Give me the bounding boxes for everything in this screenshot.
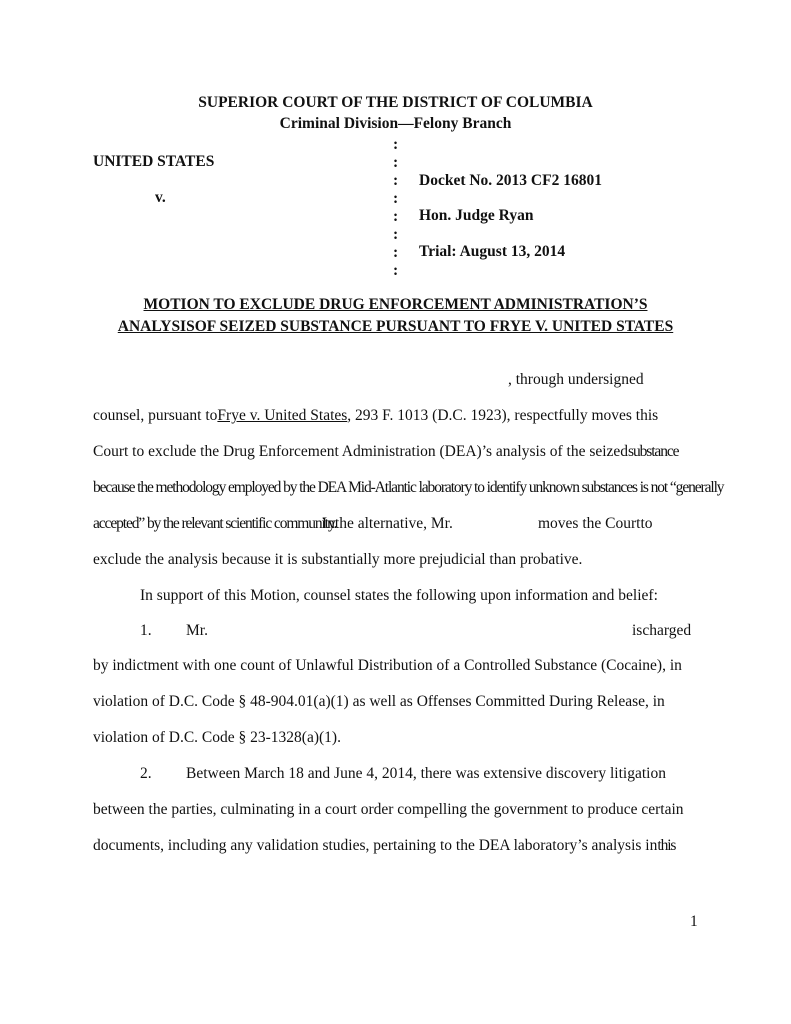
paragraph-1-line-2 (93, 407, 658, 425)
item-2-line-3 (93, 837, 675, 855)
motion-title-line-1: MOTION TO EXCLUDE DRUG ENFORCEMENT ADMINISTRATION’S (143, 296, 648, 313)
paragraph-1-line-4: because the methodology employed by the DEA Mid-Atlantic laboratory to identify unknown substances is not “generally (93, 479, 724, 496)
caption-colon: : (393, 244, 399, 261)
item-1-number: 1. (140, 622, 152, 639)
item-1-line-4: violation of D.C. Code § 23-1328(a)(1). (93, 729, 341, 746)
text-segment: substance (628, 443, 679, 460)
text-segment: Court to exclude the Drug Enforcement Administration (DEA)’s analysis of the seized (93, 443, 629, 460)
docket-number: Docket No. 2013 CF2 16801 (419, 172, 602, 189)
text-segment: this (657, 837, 676, 854)
case-citation: Frye v. United States (217, 407, 348, 424)
item-2-line-1: Between March 18 and June 4, 2014, there was extensive discovery litigation (186, 765, 666, 782)
motion-title-line-2: ANALYSISOF SEIZED SUBSTANCE PURSUANT TO FRYE V. UNITED STATES (117, 318, 674, 335)
item-2-number: 2. (140, 765, 152, 782)
item-1-line-1a: Mr. (186, 622, 208, 639)
paragraph-1-line-6: exclude the analysis because it is substantially more prejudicial than probative. (93, 551, 583, 568)
caption-colon: : (393, 172, 399, 189)
text-segment: , 293 F. 1013 (D.C. 1923), respectfully moves this (347, 407, 659, 424)
paragraph-1-line-3 (93, 443, 678, 461)
paragraph-2: In support of this Motion, counsel states the following upon information and belief: (140, 587, 658, 604)
court-name: SUPERIOR COURT OF THE DISTRICT OF COLUMBIA (198, 94, 593, 111)
caption-colon: : (393, 226, 399, 243)
caption-colon: : (393, 262, 399, 279)
caption-plaintiff: UNITED STATES (93, 153, 215, 170)
paragraph-1-line-5a: accepted” by the relevant scientific community. (93, 515, 337, 532)
caption-colon: : (393, 136, 399, 153)
caption-versus: v. (155, 189, 166, 206)
page-number: 1 (690, 913, 698, 930)
item-1-line-2: by indictment with one count of Unlawful Distribution of a Controlled Substance (Cocaine), in (93, 657, 682, 674)
caption-colon: : (393, 154, 399, 171)
caption-colon: : (393, 190, 399, 207)
caption-colon: : (393, 208, 399, 225)
item-1-line-1b: ischarged (632, 622, 692, 639)
judge-name: Hon. Judge Ryan (419, 207, 534, 224)
item-2-line-2: between the parties, culminating in a court order compelling the government to produce certain (93, 801, 684, 818)
paragraph-1-line-5c: moves the Courtto (538, 515, 653, 532)
court-division: Criminal Division—Felony Branch (279, 115, 512, 132)
text-segment: counsel, pursuant to (93, 407, 218, 424)
item-1-line-3: violation of D.C. Code § 48-904.01(a)(1) as well as Offenses Committed During Release, in (93, 693, 665, 710)
text-segment: documents, including any validation studies, pertaining to the DEA laboratory’s analysis in (93, 837, 658, 854)
paragraph-1-line-5b: Inthe alternative, Mr. (322, 515, 453, 532)
trial-date: Trial: August 13, 2014 (419, 243, 566, 260)
paragraph-1-line-1: , through undersigned (508, 371, 644, 388)
